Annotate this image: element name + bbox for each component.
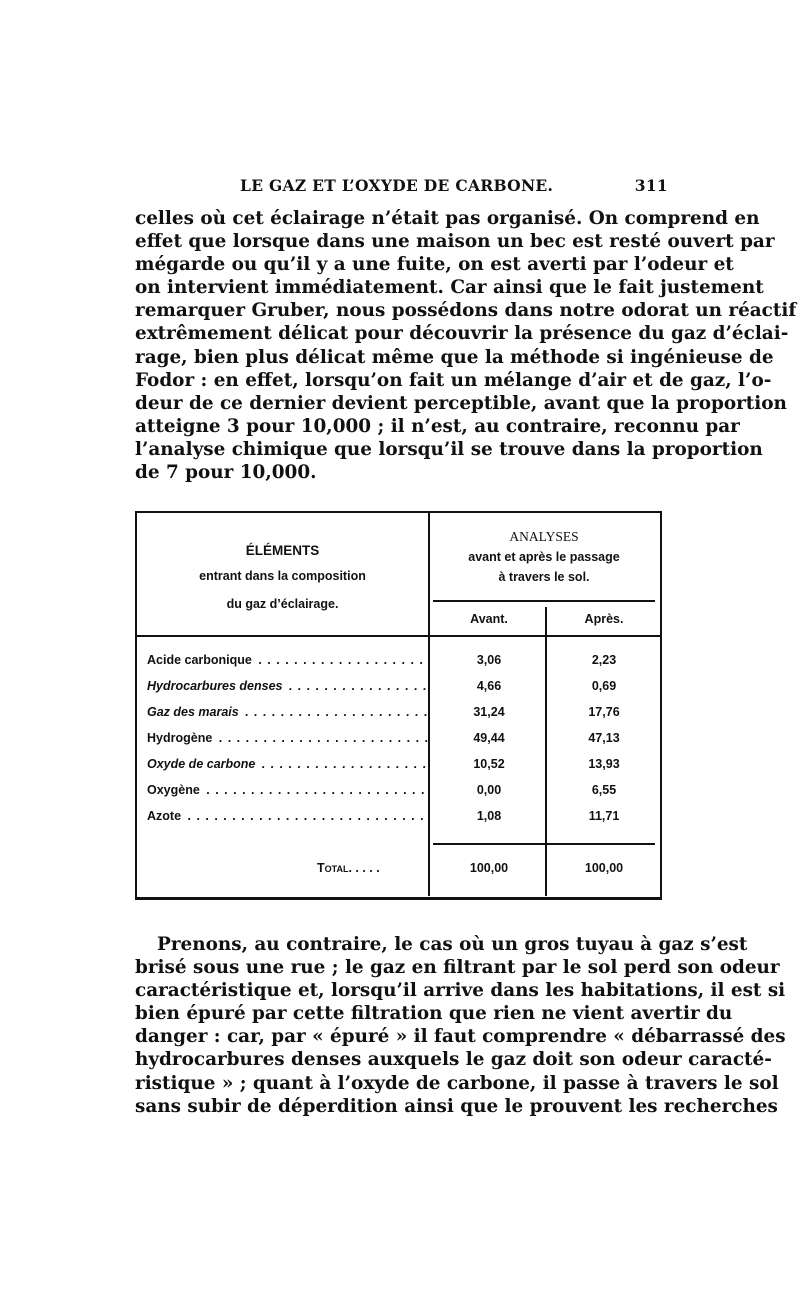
value-apres: 2,23 — [591, 653, 617, 667]
row-label: Oxygène . . . — [147, 783, 429, 797]
analyses-header: ANALYSES — [509, 529, 579, 544]
row-label: Hydrocarbures denses . . . — [147, 679, 429, 693]
value-apres: 6,55 — [591, 783, 617, 797]
value-avant: 4,66 — [476, 679, 502, 693]
text-line: celles où cet éclairage n’était pas organisé. On comprend en — [135, 208, 760, 229]
row-label: Acide carbonique . . . — [147, 653, 429, 667]
text-line: atteigne 3 pour 10,000 ; il n’est, au contraire, reconnu par — [135, 415, 740, 437]
row-label: Azote . . . — [147, 809, 429, 823]
text-line: rage, bien plus délicat même que la méthode si ingénieuse de — [135, 346, 774, 368]
value-apres: 17,76 — [588, 705, 620, 719]
value-avant: 3,06 — [476, 653, 502, 667]
text-line: sans subir de déperdition ainsi que le prouvent les recherches — [135, 1095, 778, 1117]
analyses-subheader: à travers le sol. — [498, 570, 590, 584]
value-avant: 10,52 — [473, 757, 505, 771]
text-line: Fodor : en effet, lorsqu’on fait un mélange d’air et de gaz, l’o- — [135, 369, 772, 391]
text-line: mégarde ou qu’il y a une fuite, on est averti par l’odeur et — [135, 254, 734, 276]
value-apres: 0,69 — [591, 679, 617, 693]
column-header-apres: Après. — [584, 612, 624, 626]
value-avant: 31,24 — [473, 705, 505, 719]
column-header-avant: Avant. — [470, 612, 508, 626]
page-number: 311 — [634, 176, 668, 195]
text-line: l’analyse chimique que lorsqu’il se trouve dans la proportion — [135, 438, 763, 460]
header-rule — [137, 635, 660, 637]
value-avant: 1,08 — [476, 809, 502, 823]
paragraph-1 — [135, 207, 797, 484]
text-line: caractéristique et, lorsqu’il arrive dans les habitations, il est si — [135, 980, 786, 1002]
text-line: remarquer Gruber, nous possédons dans notre odorat un réactif — [135, 300, 797, 322]
text-line: Prenons, au contraire, le cas où un gros tuyau à gaz s’est — [157, 934, 748, 955]
analyses-subheader: avant et après le passage — [468, 550, 620, 564]
value-avant: 49,44 — [473, 731, 505, 745]
text-line: on intervient immédiatement. Car ainsi que le fait justement — [135, 277, 764, 299]
value-avant: 0,00 — [476, 783, 502, 797]
value-apres: 13,93 — [588, 757, 620, 771]
elements-header: ÉLÉMENTS — [245, 543, 320, 558]
text-line: deur de ce dernier devient perceptible, avant que la proportion — [135, 392, 787, 414]
elements-subheader: du gaz d’éclairage. — [226, 597, 339, 611]
subheader-rule — [433, 600, 655, 602]
total-label: Total. . . . . — [317, 861, 380, 875]
row-label: Gaz des marais . . . — [147, 705, 429, 719]
running-head-title: LE GAZ ET L’OXYDE DE CARBONE. — [240, 176, 554, 195]
composition-table — [135, 511, 662, 900]
text-line: de 7 pour 10,000. — [135, 462, 317, 484]
row-label: Oxyde de carbone . . . — [147, 757, 429, 771]
value-apres: 47,13 — [588, 731, 620, 745]
text-line: effet que lorsque dans une maison un bec est resté ouvert par — [135, 231, 775, 253]
total-rule — [433, 843, 655, 845]
column-divider — [545, 607, 547, 896]
value-apres: 11,71 — [588, 809, 620, 823]
text-line: extrêmement délicat pour découvrir la présence du gaz d’éclai- — [135, 323, 789, 345]
text-line: brisé sous une rue ; le gaz en filtrant par le sol perd son odeur — [135, 957, 780, 979]
total-apres: 100,00 — [584, 861, 624, 875]
elements-subheader: entrant dans la composition — [199, 569, 366, 583]
total-avant: 100,00 — [469, 861, 509, 875]
text-line: ristique » ; quant à l’oxyde de carbone, il passe à travers le sol — [135, 1072, 779, 1094]
text-line: danger : car, par « épuré » il faut comprendre « débarrassé des — [135, 1026, 786, 1048]
row-label: Hydrogène . . . — [147, 731, 429, 745]
paragraph-2 — [135, 933, 786, 1118]
text-line: hydrocarbures denses auxquels le gaz doit son odeur caracté- — [135, 1049, 772, 1071]
text-line: bien épuré par cette filtration que rien ne vient avertir du — [135, 1003, 733, 1025]
